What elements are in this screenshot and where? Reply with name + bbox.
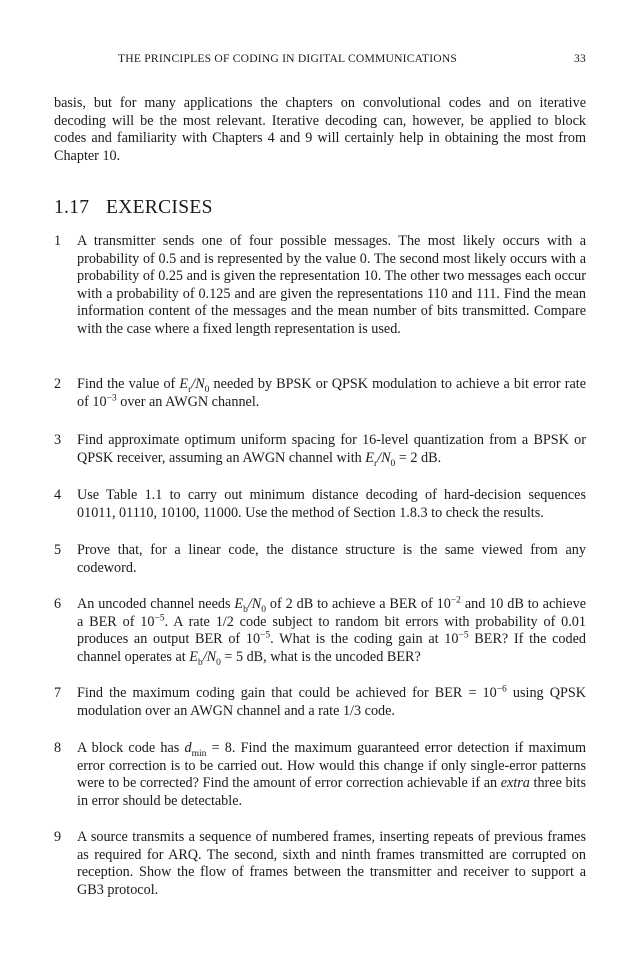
exercise-text: A transmitter sends one of four possible messages. The most likely occurs with a probability of 0.5 and is represented by the value 0. The second most likely occurs with a probability of 0.25 and is given the representation 10. The other two messages each occur with a probability of 0.125 and are given the representations 110 and 111. Find the mean information content of the messages and the mean number of bits transmitted. Compare with the case where a fixed length representation is used. [77,233,586,337]
section-number: 1.17 [54,197,90,218]
exercise-number: 7 [54,685,62,701]
exercise-9 [54,829,586,899]
exercise-number: 9 [54,829,62,845]
exercise-4 [54,487,586,522]
exercise-1 [54,233,586,339]
exercise-number: 4 [54,487,62,503]
exercise-text: Find the value of $E_r/N_0$ needed by BPSK or QPSK modulation to achieve a bit error rate of $10^{-3}$ over an AWGN channel. [77,376,586,410]
exercise-text: A source transmits a sequence of numbered frames, inserting repeats of previous frames as required for ARQ. The second, sixth and ninth frames transmitted are corrupted on reception. Show the flow of frames between the transmitter and receiver to support a GB3 protocol. [77,829,586,898]
exercise-7 [54,685,586,720]
section-heading [54,197,213,219]
exercise-text: Use Table 1.1 to carry out minimum distance decoding of hard-decision sequences 01011, 01110, 10100, 11000. Use the method of Section 1.8.3 to check the results. [77,487,586,521]
exercise-number: 3 [54,432,62,448]
exercise-number: 5 [54,542,62,558]
intro-paragraph: basis, but for many applications the chapters on convolutional codes and on iterative decoding will be the most relevant. Iterative decoding can, however, be applied to block codes and familiarity with Chapters 4 and 9 will certainly help in obtaining the most from Chapter 10. [54,95,586,164]
exercise-text: A block code has $d_{min} = 8$. Find the maximum guaranteed error detection if maximum error correction is to be carried out. How would this change if only single-error patterns were to be corrected? Find the amount of error correction achievable if an extra three bits in error should be detectable. [77,740,586,809]
exercise-text: Prove that, for a linear code, the distance structure is the same viewed from any codeword. [77,542,586,576]
exercise-text: Find the maximum coding gain that could be achieved for BER = $10^{-6}$ using QPSK modulation over an AWGN channel and a rate 1/3 code. [77,684,586,719]
exercise-number: 8 [54,740,62,756]
exercise-text: An uncoded channel needs $E_b/N_0$ of 2 dB to achieve a BER of $10^{-2}$ and 10 dB to achieve a BER of $10^{-5}$. A rate 1/2 code subject to random bit errors with probability of 0.01 produces an output BER of $10^{-5}$. What is the coding gain at $10^{-5}$ BER? If the coded channel operates at $E_b/N_0 = 5$ dB, what is the uncoded BER? [77,595,587,668]
exercise-text: Find approximate optimum uniform spacing for 16-level quantization from a BPSK or QPSK receiver, assuming an AWGN channel with $E_r/N_0 = 2$ dB. [77,432,586,469]
running-title: THE PRINCIPLES OF CODING IN DIGITAL COMMUNICATIONS [118,52,458,65]
exercise-5 [54,542,586,577]
exercise-6 [54,596,586,666]
exercise-2 [54,376,586,411]
exercise-number: 2 [54,376,62,392]
exercise-number: 6 [54,596,62,612]
page-number: 33 [574,52,586,65]
exercise-number: 1 [54,233,62,249]
section-title: EXERCISES [106,197,213,218]
exercise-8 [54,740,586,810]
exercise-3 [54,432,586,467]
